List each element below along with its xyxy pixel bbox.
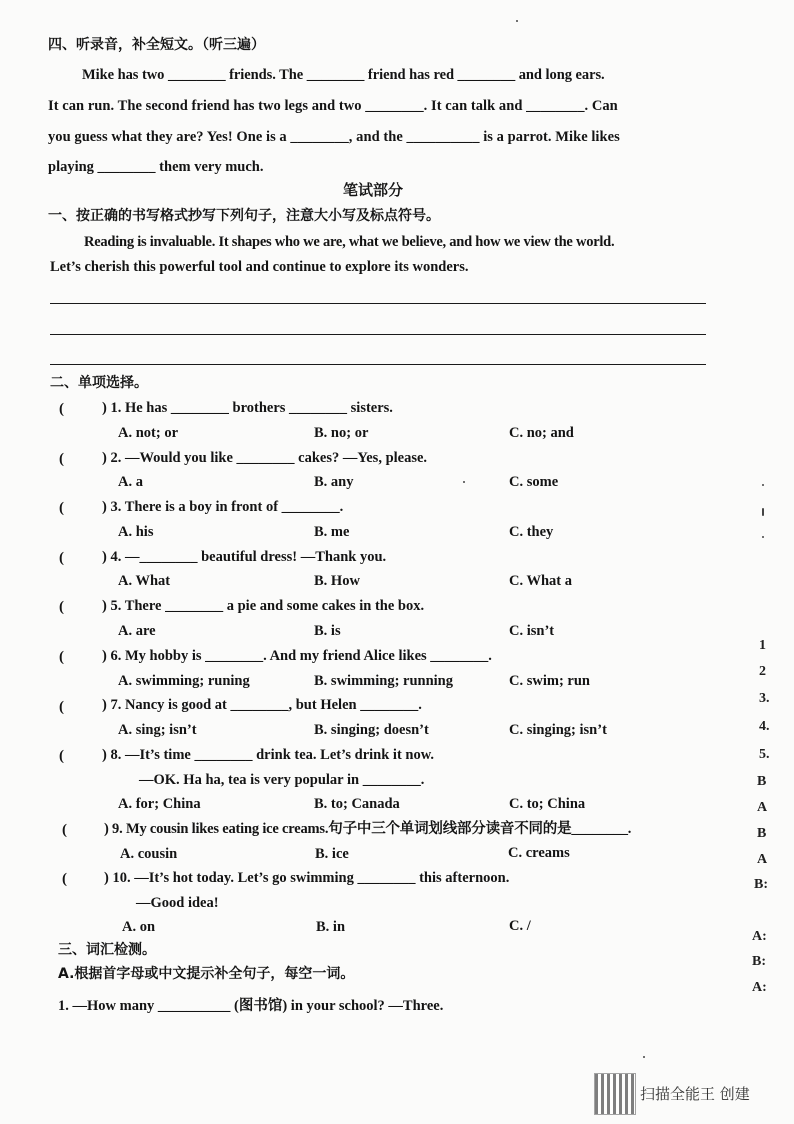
- written-part-title: 笔试部分: [343, 181, 404, 199]
- scan-speck: [516, 20, 518, 22]
- question-5-option-b: B. is: [314, 623, 341, 639]
- question-3-option-b: B. me: [314, 524, 350, 540]
- question-7-option-a: A. sing; isn’t: [118, 722, 197, 738]
- question-1-option-c: C. no; and: [509, 425, 574, 441]
- margin-mark: B: [757, 774, 767, 789]
- answer-paren: (: [59, 748, 64, 764]
- question-9-option-a: A. cousin: [120, 846, 178, 862]
- question-3-option-c: C. they: [509, 524, 554, 540]
- question-10-stem: ) 10. —It’s hot today. Let’s go swimming ________ this afternoon.: [104, 870, 510, 886]
- listening-line-2: It can run. The second friend has two legs and two ________. It can talk and ________. Can: [48, 98, 618, 114]
- question-5-stem: ) 5. There ________ a pie and some cakes in the box.: [102, 598, 425, 614]
- question-7-option-c: C. singing; isn’t: [509, 722, 607, 738]
- question-8-stem: ) 8. —It’s time ________ drink tea. Let’s drink it now.: [102, 747, 435, 763]
- question-4-option-b: B. How: [314, 573, 360, 589]
- question-10-option-c: C. /: [509, 918, 531, 934]
- margin-mark: B: [757, 826, 767, 841]
- question-9-option-b: B. ice: [315, 846, 349, 862]
- answer-paren: (: [59, 401, 64, 417]
- question-3-option-a: A. his: [118, 524, 154, 540]
- question-8-option-c: C. to; China: [509, 796, 586, 812]
- answer-paren: (: [62, 822, 67, 838]
- answer-paren: (: [59, 451, 64, 467]
- question-6-option-c: C. swim; run: [509, 673, 590, 689]
- choice-heading: 二、单项选择。: [50, 375, 148, 391]
- question-8-reply: —OK. Ha ha, tea is very popular in ________.: [139, 772, 425, 788]
- question-4-stem: ) 4. —________ beautiful dress! —Thank you.: [102, 549, 387, 565]
- question-2-stem: ) 2. —Would you like ________ cakes? —Yes, please.: [102, 450, 428, 466]
- question-7-option-b: B. singing; doesn’t: [314, 722, 429, 738]
- margin-mark: A:: [752, 980, 767, 995]
- listening-heading: 四、听录音，补全短文。（听三遍）: [48, 37, 265, 53]
- margin-mark: B:: [752, 954, 766, 969]
- scan-speck: [463, 481, 465, 483]
- question-10-reply: —Good idea!: [136, 895, 219, 911]
- listening-line-4: playing ________ them very much.: [48, 159, 264, 175]
- question-8-option-a: A. for; China: [118, 796, 201, 812]
- margin-mark: A: [757, 800, 768, 815]
- vocab-heading: 三、词汇检测。: [58, 942, 156, 958]
- answer-paren: (: [59, 500, 64, 516]
- copy-writing-line-2: [50, 334, 706, 335]
- question-6-option-b: B. swimming; running: [314, 673, 453, 689]
- margin-mark: A:: [752, 929, 767, 944]
- answer-paren: (: [59, 699, 64, 715]
- listening-line-1: Mike has two ________ friends. The ________ friend has red ________ and long ears.: [82, 67, 605, 83]
- question-10-option-b: B. in: [316, 919, 346, 935]
- question-6-stem: ) 6. My hobby is ________. And my friend Alice likes ________.: [102, 648, 492, 664]
- answer-paren: (: [62, 871, 67, 887]
- question-8-option-b: B. to; Canada: [314, 796, 400, 812]
- vocab-question-1: 1. —How many __________ (图书馆) in your school? —Three.: [58, 998, 444, 1014]
- margin-mark: 4.: [759, 719, 770, 734]
- margin-mark: 3.: [759, 691, 770, 706]
- margin-mark: A: [757, 852, 768, 867]
- copy-heading: 一、按正确的书写格式抄写下列句子，注意大小写及标点符号。: [48, 208, 440, 224]
- answer-paren: (: [59, 599, 64, 615]
- vocab-subheading: A.根据首字母或中文提示补全句子，每空一词。: [58, 966, 355, 982]
- scan-speck: [643, 1056, 645, 1058]
- question-6-option-a: A. swimming; runing: [118, 673, 250, 689]
- copy-line-2: Let’s cherish this powerful tool and continue to explore its wonders.: [50, 259, 469, 275]
- scan-speck: [762, 508, 764, 516]
- scanner-logo-icon: [594, 1073, 636, 1115]
- margin-mark: 1: [759, 638, 766, 653]
- question-1-option-a: A. not; or: [118, 425, 179, 441]
- question-10-option-a: A. on: [122, 919, 156, 935]
- question-3-stem: ) 3. There is a boy in front of ________.: [102, 499, 344, 515]
- listening-line-3: you guess what they are? Yes! One is a ________, and the __________ is a parrot. Mike likes: [48, 129, 620, 145]
- scan-speck: [762, 484, 764, 486]
- question-7-stem: ) 7. Nancy is good at ________, but Helen ________.: [102, 697, 422, 713]
- answer-paren: (: [59, 649, 64, 665]
- margin-mark: 5.: [759, 747, 770, 762]
- question-4-option-a: A. What: [118, 573, 171, 589]
- scanner-watermark-text: 扫描全能王 创建: [640, 1085, 750, 1103]
- question-9-option-c: C. creams: [508, 845, 570, 861]
- question-1-option-b: B. no; or: [314, 425, 369, 441]
- copy-writing-line-1: [50, 303, 706, 304]
- answer-paren: (: [59, 550, 64, 566]
- copy-writing-line-3: [50, 364, 706, 365]
- question-5-option-c: C. isn’t: [509, 623, 555, 639]
- question-9-stem: ) 9. My cousin likes eating ice creams.句子中三个单词划线部分读音不同的是________.: [104, 821, 632, 837]
- question-2-option-a: A. a: [118, 474, 143, 490]
- margin-mark: 2: [759, 664, 766, 679]
- question-2-option-b: B. any: [314, 474, 354, 490]
- question-4-option-c: C. What a: [509, 573, 572, 589]
- question-2-option-c: C. some: [509, 474, 559, 490]
- copy-line-1: Reading is invaluable. It shapes who we are, what we believe, and how we view the world.: [84, 234, 615, 250]
- question-1-stem: ) 1. He has ________ brothers ________ sisters.: [102, 400, 393, 416]
- margin-mark: B:: [754, 877, 768, 892]
- scan-speck: [762, 536, 764, 538]
- question-5-option-a: A. are: [118, 623, 156, 639]
